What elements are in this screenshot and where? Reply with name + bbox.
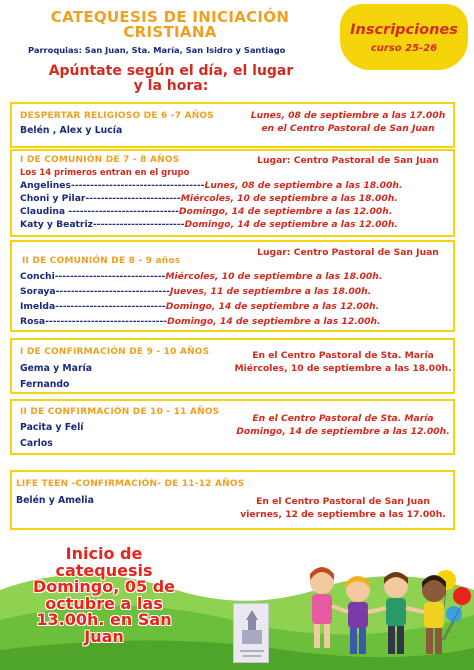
row-dashes: ----------------------------- (55, 301, 166, 312)
church-icon (234, 604, 270, 664)
parish-poster-image (233, 603, 269, 663)
row-dashes: -------------------------------- (45, 316, 168, 327)
group-box-segunda-confirmacion (10, 399, 455, 455)
schedule-row (20, 219, 450, 231)
catechist-names: Belén , Alex y Lucía (20, 125, 123, 136)
group-box-life-teen (10, 470, 455, 530)
start-line-2: catequesis (55, 560, 153, 580)
registration-badge (340, 4, 468, 70)
group-note: Los 14 primeros entran en el grupo (20, 168, 190, 178)
schedule-line-1: En el Centro Pastoral de San Juan (256, 496, 430, 507)
start-line-5: 13.00h. en San (36, 610, 172, 629)
schedule-line-2: viernes, 12 de septiembre a las 17.00h. (240, 509, 446, 520)
row-when: Domingo, 14 de septiembre a las 12.00h. (178, 206, 393, 217)
group-title: LIFE TEEN -CONFIRMACIÓN- DE 11-12 AÑOS (16, 479, 245, 489)
row-when: Miércoles, 10 de septiembre a las 18.00h. (165, 271, 383, 282)
catechist-names: Carlos (20, 438, 53, 449)
schedule-row (20, 316, 450, 328)
signup-line-2: y la hora: (133, 78, 209, 94)
schedule-info (242, 109, 454, 135)
row-name: Imelda (20, 301, 56, 312)
badge-line-1: Inscripciones (350, 22, 458, 38)
row-when: Domingo, 14 de septiembre a las 12.00h. (184, 219, 398, 230)
signup-line-1: Apúntate según el día, el lugar (48, 63, 294, 79)
row-dashes: ------------------------- (85, 193, 181, 204)
catechist-names: Gema y María (20, 363, 93, 374)
group-box-primera-confirmacion (10, 338, 455, 394)
row-dashes: ------------------------ (92, 219, 185, 230)
parishes-text: Parroquias: San Juan, Sta. María, San Isidro y Santiago (28, 45, 286, 55)
group-box-segunda-comunion (10, 240, 455, 332)
schedule-row (20, 286, 450, 298)
schedule-row (20, 206, 450, 218)
schedule-row (20, 180, 450, 192)
schedule-line-1: En el Centro Pastoral de Sta. María (252, 413, 434, 424)
row-name: Rosa (20, 316, 46, 327)
row-when: Domingo, 14 de septiembre a las 12.00h. (165, 301, 380, 312)
row-name: Choni y Pilar (20, 193, 86, 204)
group-box-despertar (10, 102, 455, 148)
start-announcement (20, 546, 188, 645)
schedule-line-2: Miércoles, 10 de septiembre a las 18.00h. (234, 363, 452, 374)
schedule-row (20, 193, 450, 205)
row-when: Domingo, 14 de septiembre a las 12.00h. (167, 316, 381, 327)
schedule-row (20, 301, 450, 313)
place-label: Lugar: Centro Pastoral de San Juan (257, 155, 439, 166)
group-title: DESPERTAR RELIGIOSO DE 6 -7 AÑOS (20, 111, 214, 121)
row-dashes: ----------------------------------- (71, 180, 205, 191)
row-when: Miércoles, 10 de septiembre a las 18.00h. (180, 193, 398, 204)
group-title: I DE COMUNIÓN DE 7 - 8 AÑOS (20, 155, 180, 165)
start-line-3: Domingo, 05 de (32, 577, 176, 596)
schedule-info (232, 495, 454, 521)
row-name: Katy y Beatriz (20, 219, 93, 230)
row-dashes: ------------------------------ (55, 286, 170, 297)
schedule-line-2: Domingo, 14 de septiembre a las 12.00h. (236, 426, 450, 437)
place-label: Lugar: Centro Pastoral de San Juan (257, 247, 439, 258)
schedule-line-2: en el Centro Pastoral de San Juan (261, 123, 435, 134)
start-line-6: Juan (84, 626, 124, 646)
catechist-names: Pacita y Felí (20, 422, 84, 433)
signup-instructions (26, 64, 316, 94)
group-title: I DE CONFIRMACIÓN DE 9 - 10 AÑOS (20, 347, 210, 357)
schedule-info (232, 349, 454, 375)
start-line-4: octubre a las (45, 593, 163, 613)
row-dashes: ----------------------------- (65, 206, 179, 217)
title-line-2: CRISTIANA (123, 23, 217, 41)
schedule-line-1: En el Centro Pastoral de Sta. María (252, 350, 434, 361)
row-when: Jueves, 11 de septiembre a las 18.00h. (169, 286, 372, 297)
row-dashes: ----------------------------- (54, 271, 166, 282)
row-name: Claudina (20, 206, 66, 217)
title-line-1: CATEQUESIS DE INICIACIÓN (50, 8, 290, 26)
group-box-primera-comunion (10, 149, 455, 237)
row-when: Lunes, 08 de septiembre a las 18.00h. (204, 180, 403, 191)
main-title (20, 10, 320, 40)
catechist-names: Fernando (20, 379, 70, 390)
badge-line-2: curso 25-26 (370, 43, 438, 54)
row-name: Angelines (20, 180, 71, 191)
children-illustration (300, 560, 474, 670)
schedule-line-1: Lunes, 08 de septiembre a las 17.00h (250, 110, 446, 121)
schedule-info (232, 412, 454, 438)
catechist-names: Belén y Amelia (16, 495, 94, 506)
group-title: II DE CONFIRMACIÓN DE 10 - 11 AÑOS (20, 407, 220, 417)
schedule-row (20, 271, 450, 283)
group-title: II DE COMUNIÓN DE 8 - 9 años (22, 256, 181, 266)
start-line-1: Inicio de (65, 544, 143, 563)
row-name: Soraya (20, 286, 56, 297)
row-name: Conchi (20, 271, 55, 282)
